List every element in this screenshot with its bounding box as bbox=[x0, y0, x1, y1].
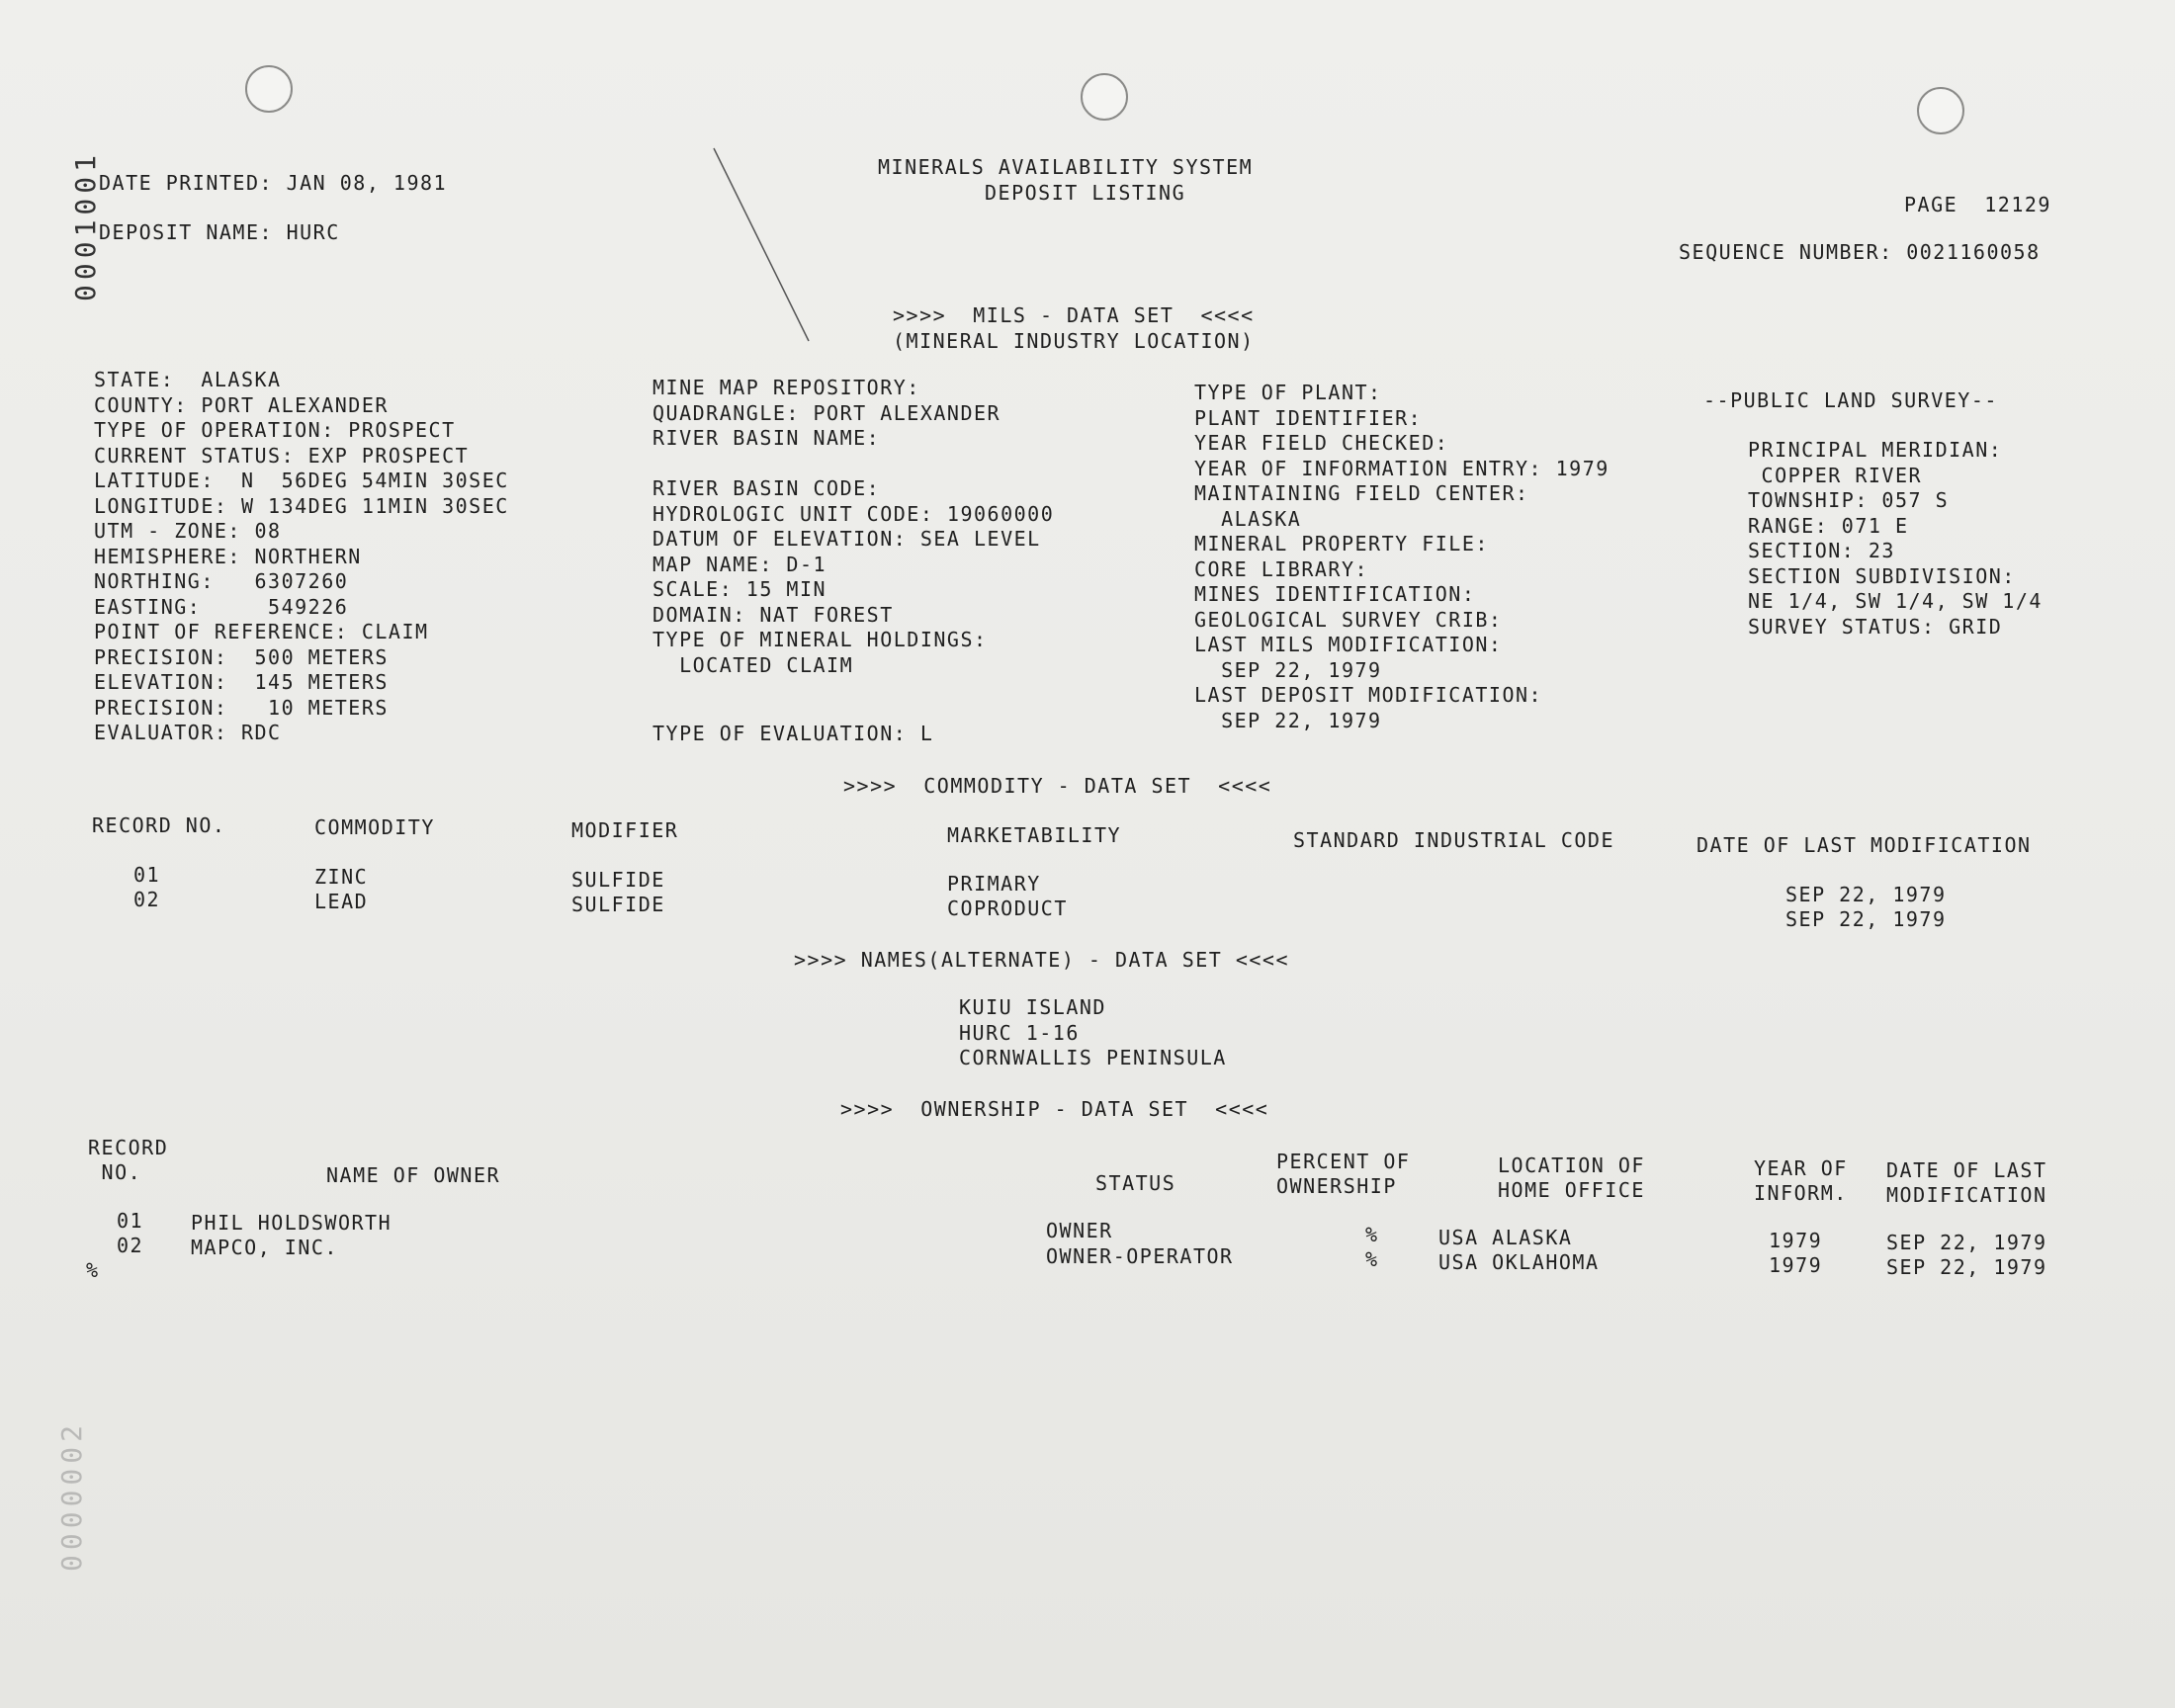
ownership-header-percent: PERCENT OF OWNERSHIP bbox=[1276, 1150, 1411, 1198]
names-list bbox=[959, 995, 1227, 1071]
field-section-subdivision-value: NE 1/4, SW 1/4, SW 1/4 bbox=[1748, 589, 2043, 613]
field-last-deposit-modification-date: SEP 22, 1979 bbox=[1194, 708, 1382, 732]
commodity-record-no: 01 bbox=[133, 863, 161, 887]
field-state: STATE: ALASKA bbox=[94, 368, 282, 391]
page-number: PAGE 12129 bbox=[1904, 193, 2051, 216]
commodity-header-record: RECORD NO. bbox=[92, 813, 226, 837]
ownership-header-record: RECORD NO. bbox=[88, 1136, 169, 1184]
mils-column-2 bbox=[652, 376, 1054, 678]
field-geological-survey-crib: GEOLOGICAL SURVEY CRIB: bbox=[1194, 607, 1503, 632]
commodity-header-sic: STANDARD INDUSTRIAL CODE bbox=[1293, 828, 1614, 852]
commodity-header-modifier: MODIFIER bbox=[571, 818, 679, 842]
field-easting: EASTING: 549226 bbox=[94, 594, 349, 619]
field-last-mils-modification-date: SEP 22, 1979 bbox=[1194, 657, 1382, 682]
commodity-name: ZINC bbox=[314, 865, 369, 889]
ownership-location: USA ALASKA bbox=[1438, 1226, 1573, 1249]
ownership-header-date: DATE OF LAST MODIFICATION bbox=[1886, 1158, 2047, 1207]
field-hemisphere: HEMISPHERE: NORTHERN bbox=[94, 544, 362, 568]
mils-column-4 bbox=[1748, 438, 2043, 640]
field-utm-zone: UTM - ZONE: 08 bbox=[94, 519, 282, 543]
field-latitude: LATITUDE: N 56DEG 54MIN 30SEC bbox=[94, 469, 509, 492]
mils-column-3 bbox=[1194, 381, 1610, 733]
commodity-header-date: DATE OF LAST MODIFICATION bbox=[1696, 833, 2032, 857]
commodity-heading: >>>> COMMODITY - DATA SET <<<< bbox=[843, 774, 1272, 798]
field-year-field-checked: YEAR FIELD CHECKED: bbox=[1194, 431, 1449, 455]
field-type-of-mineral-holdings: TYPE OF MINERAL HOLDINGS: bbox=[652, 628, 988, 651]
commodity-modifier: SULFIDE bbox=[571, 868, 665, 892]
mils-column-1 bbox=[94, 368, 509, 746]
margin-code-bottom: 0000002 bbox=[55, 1419, 88, 1572]
field-mineral-holdings-value: LOCATED CLAIM bbox=[652, 652, 854, 677]
field-type-of-evaluation: TYPE OF EVALUATION: L bbox=[652, 722, 934, 745]
commodity-date: SEP 22, 1979 bbox=[1785, 883, 1947, 906]
field-section: SECTION: 23 bbox=[1748, 539, 1895, 562]
field-maintaining-field-center: MAINTAINING FIELD CENTER: bbox=[1194, 481, 1529, 505]
list-item: HURC 1-16 bbox=[959, 1020, 1080, 1045]
commodity-date: SEP 22, 1979 bbox=[1785, 907, 1947, 931]
ownership-year: 1979 bbox=[1769, 1229, 1823, 1252]
field-mine-map-repository: MINE MAP REPOSITORY: bbox=[652, 376, 920, 399]
field-current-status: CURRENT STATUS: EXP PROSPECT bbox=[94, 443, 470, 468]
field-scale: SCALE: 15 MIN bbox=[652, 577, 827, 601]
field-plant-identifier: PLANT IDENTIFIER: bbox=[1194, 405, 1423, 430]
field-elevation-precision: PRECISION: 10 METERS bbox=[94, 695, 389, 720]
names-heading: >>>> NAMES(ALTERNATE) - DATA SET <<<< bbox=[794, 948, 1290, 972]
field-principal-meridian-value: COPPER RIVER bbox=[1748, 463, 1923, 487]
date-printed: DATE PRINTED: JAN 08, 1981 bbox=[99, 171, 448, 195]
field-datum-of-elevation: DATUM OF ELEVATION: SEA LEVEL bbox=[652, 527, 1041, 551]
ownership-status: OWNER bbox=[1046, 1219, 1113, 1242]
ownership-record-no: 01 bbox=[117, 1209, 144, 1233]
mils-heading: >>>> MILS - DATA SET <<<< bbox=[893, 303, 1255, 327]
ownership-header-location: LOCATION OF HOME OFFICE bbox=[1498, 1153, 1645, 1202]
field-precision: PRECISION: 500 METERS bbox=[94, 644, 389, 669]
field-mineral-property-file: MINERAL PROPERTY FILE: bbox=[1194, 532, 1489, 555]
public-land-survey-heading: --PUBLIC LAND SURVEY-- bbox=[1703, 388, 1998, 412]
field-county: COUNTY: PORT ALEXANDER bbox=[94, 392, 389, 417]
field-year-of-information-entry: YEAR OF INFORMATION ENTRY: 1979 bbox=[1194, 456, 1610, 480]
list-item: KUIU ISLAND bbox=[959, 995, 1106, 1019]
commodity-name: LEAD bbox=[314, 890, 369, 913]
ownership-date: SEP 22, 1979 bbox=[1886, 1231, 2047, 1254]
field-type-of-operation: TYPE OF OPERATION: PROSPECT bbox=[94, 418, 456, 442]
field-evaluator: EVALUATOR: RDC bbox=[94, 721, 282, 744]
sequence-number: SEQUENCE NUMBER: 0021160058 bbox=[1679, 240, 2041, 264]
system-title: MINERALS AVAILABILITY SYSTEM bbox=[878, 155, 1254, 179]
field-core-library: CORE LIBRARY: bbox=[1194, 556, 1369, 581]
field-northing: NORTHING: 6307260 bbox=[94, 569, 349, 593]
field-point-of-reference: POINT OF REFERENCE: CLAIM bbox=[94, 620, 429, 643]
field-survey-status: SURVEY STATUS: GRID bbox=[1748, 614, 2003, 639]
ownership-status: OWNER-OPERATOR bbox=[1046, 1244, 1234, 1268]
listing-title: DEPOSIT LISTING bbox=[985, 181, 1186, 205]
ownership-header-status: STATUS bbox=[1095, 1171, 1176, 1195]
field-elevation: ELEVATION: 145 METERS bbox=[94, 670, 389, 694]
field-range: RANGE: 071 E bbox=[1748, 513, 1909, 538]
field-map-name: MAP NAME: D-1 bbox=[652, 552, 827, 576]
field-longitude: LONGITUDE: W 134DEG 11MIN 30SEC bbox=[94, 493, 509, 518]
ownership-header-owner: NAME OF OWNER bbox=[326, 1163, 501, 1187]
ownership-date: SEP 22, 1979 bbox=[1886, 1255, 2047, 1279]
field-mines-identification: MINES IDENTIFICATION: bbox=[1194, 582, 1476, 606]
ownership-location: USA OKLAHOMA bbox=[1438, 1250, 1600, 1274]
field-type-of-plant: TYPE OF PLANT: bbox=[1194, 381, 1382, 404]
field-quadrangle: QUADRANGLE: PORT ALEXANDER bbox=[652, 400, 1001, 425]
deposit-name: DEPOSIT NAME: HURC bbox=[99, 220, 340, 244]
field-township: TOWNSHIP: 057 S bbox=[1748, 488, 1950, 512]
blank-line bbox=[652, 452, 1054, 477]
field-river-basin-name: RIVER BASIN NAME: bbox=[652, 426, 881, 450]
commodity-header-marketability: MARKETABILITY bbox=[947, 823, 1122, 847]
field-field-center-value: ALASKA bbox=[1194, 506, 1302, 531]
ownership-record-no: 02 bbox=[117, 1234, 144, 1257]
field-last-mils-modification: LAST MILS MODIFICATION: bbox=[1194, 633, 1503, 656]
commodity-modifier: SULFIDE bbox=[571, 893, 665, 916]
ownership-percent: % bbox=[1365, 1247, 1379, 1271]
commodity-marketability: COPRODUCT bbox=[947, 897, 1068, 920]
field-hydrologic-unit-code: HYDROLOGIC UNIT CODE: 19060000 bbox=[652, 501, 1055, 526]
field-principal-meridian: PRINCIPAL MERIDIAN: bbox=[1748, 438, 2003, 462]
field-domain: DOMAIN: NAT FOREST bbox=[652, 602, 894, 627]
ownership-trailer: % bbox=[86, 1258, 100, 1282]
ownership-owner: MAPCO, INC. bbox=[191, 1236, 338, 1259]
field-river-basin-code: RIVER BASIN CODE: bbox=[652, 476, 881, 500]
ownership-year: 1979 bbox=[1769, 1253, 1823, 1277]
margin-code-top: 0001001 bbox=[69, 149, 102, 301]
commodity-record-no: 02 bbox=[133, 888, 161, 911]
ownership-owner: PHIL HOLDSWORTH bbox=[191, 1211, 392, 1235]
field-section-subdivision: SECTION SUBDIVISION: bbox=[1748, 563, 2016, 588]
ownership-header-year: YEAR OF INFORM. bbox=[1754, 1156, 1848, 1205]
ownership-percent: % bbox=[1365, 1223, 1379, 1246]
commodity-marketability: PRIMARY bbox=[947, 872, 1041, 896]
mils-subheading: (MINERAL INDUSTRY LOCATION) bbox=[893, 329, 1255, 353]
field-last-deposit-modification: LAST DEPOSIT MODIFICATION: bbox=[1194, 683, 1543, 707]
list-item: CORNWALLIS PENINSULA bbox=[959, 1046, 1227, 1069]
ownership-heading: >>>> OWNERSHIP - DATA SET <<<< bbox=[840, 1097, 1269, 1121]
commodity-header-commodity: COMMODITY bbox=[314, 815, 435, 839]
